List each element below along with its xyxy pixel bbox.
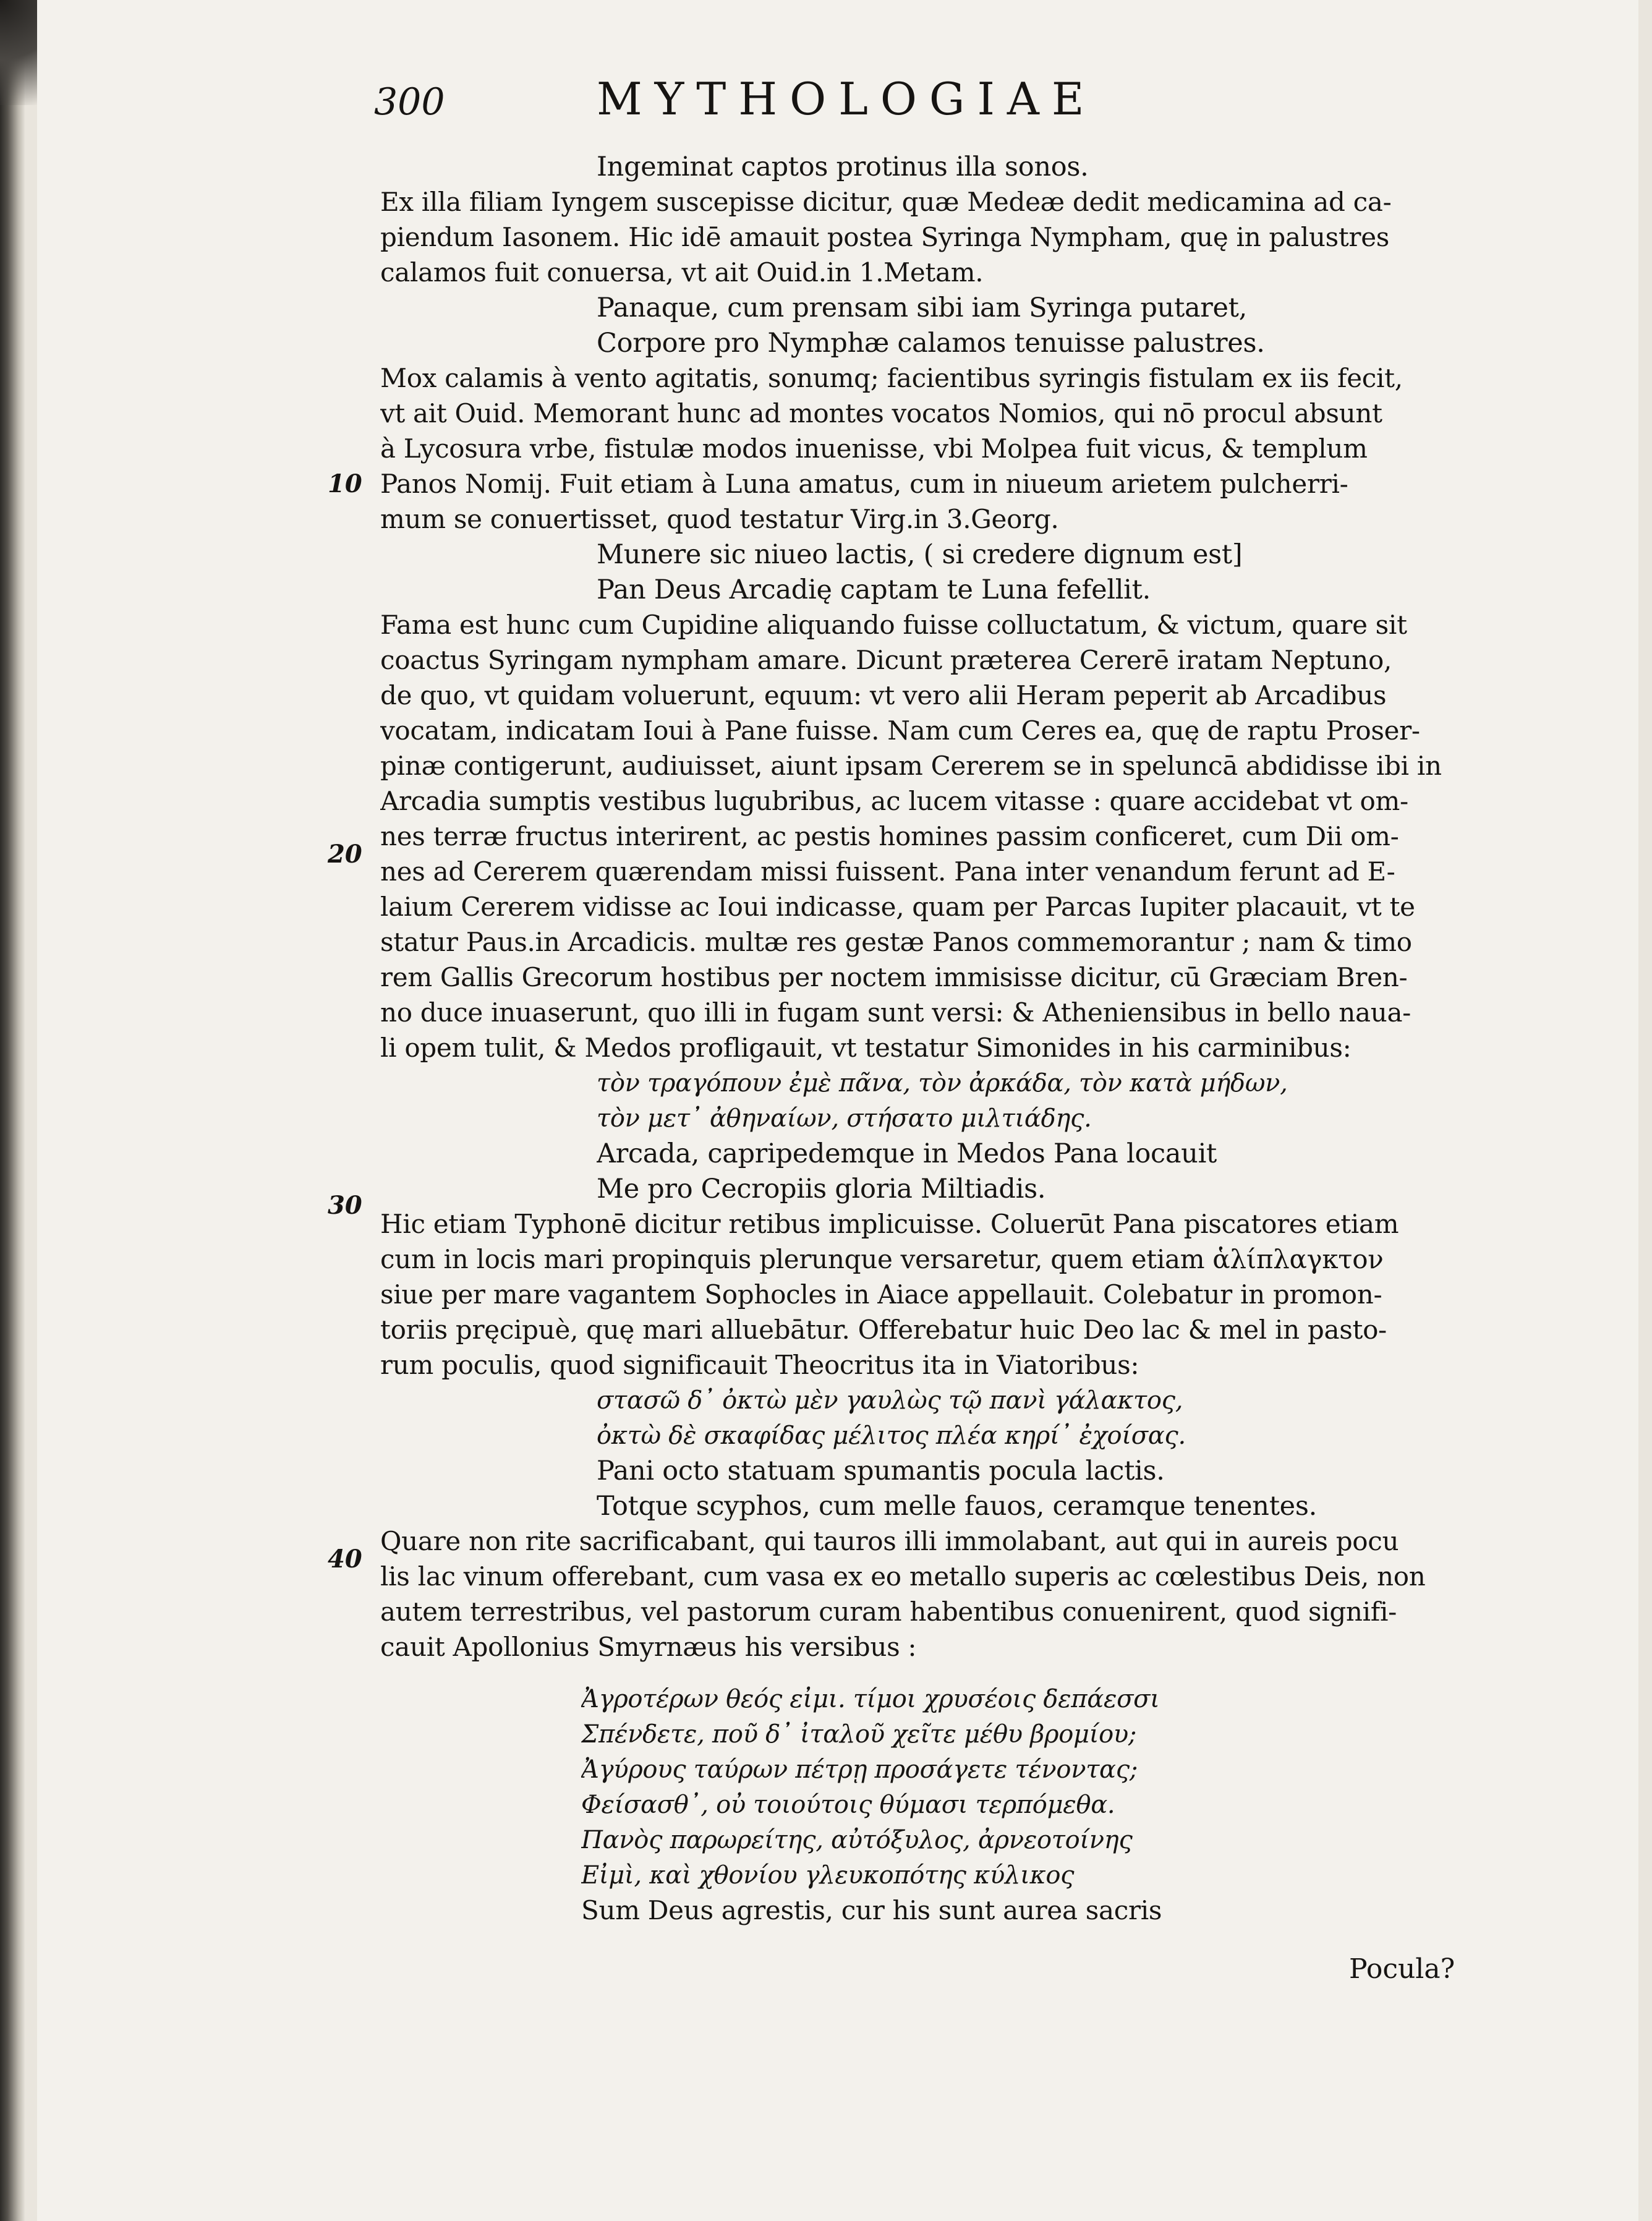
greek-verse-line: Φείσασθ᾽, οὐ τοιούτοις θύμασι τερπόμεθα. bbox=[581, 1791, 1115, 1819]
text-line: lis lac vinum offerebant, cum vasa ex eo metallo superis ac cœlestibus Deis, non bbox=[380, 1561, 1426, 1592]
text-line: Arcada, capripedemque in Medos Pana locauit bbox=[597, 1138, 1217, 1169]
text-line: Munere sic niueo lactis, ( si credere dignum est] bbox=[597, 539, 1243, 570]
text-line: vt ait Ouid. Memorant hunc ad montes vocatos Nomios, qui nō procul absunt bbox=[380, 398, 1382, 428]
text-line: laium Cererem vidisse ac Ioui indicasse, quam per Parcas Iupiter placauit, vt te bbox=[380, 892, 1415, 922]
margin-line-number: 30 bbox=[328, 1191, 362, 1220]
text-line: rem Gallis Grecorum hostibus per noctem immisisse dicitur, cū Græciam Bren- bbox=[380, 962, 1408, 992]
text-line: pinæ contigerunt, audiuisset, aiunt ipsam Cererem se in speluncā abdidisse ibi in bbox=[380, 751, 1442, 781]
catchword: Pocula? bbox=[1349, 1953, 1455, 1985]
greek-verse-line: ὀκτὼ δὲ σκαφίδας μέλιτος πλέα κηρί᾽ ἐχοίσας. bbox=[597, 1422, 1186, 1450]
greek-verse-line: Ἀγροτέρων θεός εἰμι. τίμοι χρυσέοις δεπάεσσι bbox=[581, 1685, 1160, 1713]
book-gutter-shadow bbox=[0, 0, 25, 2221]
text-line: Corpore pro Nymphæ calamos tenuisse palustres. bbox=[597, 328, 1265, 359]
greek-verse-line: Σπένδετε, ποῦ δ᾽ ἰταλοῦ χεῖτε μέθυ βρομίου; bbox=[581, 1720, 1137, 1749]
text-line: de quo, vt quidam voluerunt, equum: vt vero alii Heram peperit ab Arcadibus bbox=[380, 680, 1387, 710]
text-line: rum poculis, quod significauit Theocritus ita in Viatoribus: bbox=[380, 1350, 1139, 1380]
margin-line-number: 10 bbox=[328, 469, 362, 498]
text-line: Ingeminat captos protinus illa sonos. bbox=[597, 151, 1089, 182]
greek-verse-line: στασῶ δ᾽ ὀκτὼ μὲν γαυλὼς τῷ πανὶ γάλακτος, bbox=[597, 1386, 1183, 1415]
text-line: Fama est hunc cum Cupidine aliquando fuisse colluctatum, & victum, quare sit bbox=[380, 610, 1407, 640]
text-line: nes terræ fructus interirent, ac pestis homines passim conficeret, cum Dii om- bbox=[380, 821, 1399, 851]
text-line: no duce inuaserunt, quo illi in fugam sunt versi: & Atheniensibus in bello naua- bbox=[380, 997, 1411, 1028]
text-line: vocatam, indicatam Ioui à Pane fuisse. Nam cum Ceres ea, quę de raptu Proser- bbox=[380, 715, 1420, 746]
text-line: Panos Nomij. Fuit etiam à Luna amatus, cum in niueum arietem pulcherri- bbox=[380, 469, 1348, 499]
text-line: Pan Deus Arcadię captam te Luna fefellit. bbox=[597, 574, 1151, 605]
book-page bbox=[37, 0, 1638, 2221]
greek-verse-line: τὸν μετ᾽ ἀθηναίων, στήσατο μιλτιάδης. bbox=[597, 1104, 1092, 1133]
text-line: Totque scyphos, cum melle fauos, ceramque tenentes. bbox=[597, 1491, 1317, 1522]
text-line: coactus Syringam nympham amare. Dicunt præterea Cererē iratam Neptuno, bbox=[380, 645, 1392, 675]
text-line: calamos fuit conuersa, vt ait Ouid.in 1.Metam. bbox=[380, 257, 984, 288]
text-line: Panaque, cum prensam sibi iam Syringa putaret, bbox=[597, 292, 1248, 323]
text-line: Ex illa filiam Iyngem suscepisse dicitur, quæ Medeæ dedit medicamina ad ca- bbox=[380, 187, 1392, 217]
text-line: Arcadia sumptis vestibus lugubribus, ac lucem vitasse : quare accidebat vt om- bbox=[380, 786, 1408, 816]
text-line: autem terrestribus, vel pastorum curam habentibus conuenirent, quod signifi- bbox=[380, 1596, 1397, 1627]
text-block bbox=[37, 0, 1638, 2221]
text-line: cum in locis mari propinquis plerunque versaretur, quem etiam ἁλίπλαγκτον bbox=[380, 1244, 1384, 1274]
text-line: Me pro Cecropiis gloria Miltiadis. bbox=[597, 1174, 1046, 1204]
text-line: Mox calamis à vento agitatis, sonumq; facientibus syringis fistulam ex iis fecit, bbox=[380, 363, 1403, 393]
running-head: MYTHOLOGIAE bbox=[597, 73, 1097, 125]
text-line: Quare non rite sacrificabant, qui tauros illi immolabant, aut qui in aureis pocu bbox=[380, 1526, 1399, 1556]
text-line: cauit Apollonius Smyrnæus his versibus : bbox=[380, 1632, 917, 1662]
text-line: li opem tulit, & Medos profligauit, vt testatur Simonides in his carminibus: bbox=[380, 1033, 1352, 1063]
margin-line-number: 20 bbox=[328, 840, 362, 869]
text-line: Sum Deus agrestis, cur his sunt aurea sacris bbox=[581, 1895, 1162, 1925]
greek-verse-line: Πανὸς παρωρείτης, αὐτόξυλος, ἀρνεοτοίνης bbox=[581, 1826, 1133, 1854]
text-line: piendum Iasonem. Hic idē amauit postea Syringa Nympham, quę in palustres bbox=[380, 222, 1390, 252]
text-line: Hic etiam Typhonē dicitur retibus implicuisse. Coluerūt Pana piscatores etiam bbox=[380, 1209, 1399, 1239]
text-line: nes ad Cererem quærendam missi fuissent. Pana inter venandum ferunt ad E- bbox=[380, 856, 1395, 887]
text-line: toriis pręcipuè, quę mari alluebātur. Offerebatur huic Deo lac & mel in pasto- bbox=[380, 1315, 1387, 1345]
text-line: mum se conuertisset, quod testatur Virg.in 3.Georg. bbox=[380, 504, 1059, 534]
greek-verse-line: τὸν τραγόπουν ἐμὲ πᾶνα, τὸν ἀρκάδα, τὸν κατὰ μήδων, bbox=[597, 1069, 1288, 1098]
margin-line-number: 40 bbox=[328, 1545, 362, 1574]
text-line: Pani octo statuam spumantis pocula lactis. bbox=[597, 1456, 1165, 1486]
greek-verse-line: Εἰμὶ, καὶ χθονίου γλευκοπότης κύλικος bbox=[581, 1861, 1075, 1890]
greek-verse-line: Ἀγύρους ταύρων πέτρῃ προσάγετε τένοντας; bbox=[581, 1755, 1138, 1784]
page-number: 300 bbox=[374, 80, 445, 124]
text-line: statur Paus.in Arcadicis. multæ res gestæ Panos commemorantur ; nam & timo bbox=[380, 927, 1412, 957]
text-line: à Lycosura vrbe, fistulæ modos inuenisse, vbi Molpea fuit vicus, & templum bbox=[380, 433, 1368, 464]
text-line: siue per mare vagantem Sophocles in Aiace appellauit. Colebatur in promon- bbox=[380, 1279, 1382, 1310]
